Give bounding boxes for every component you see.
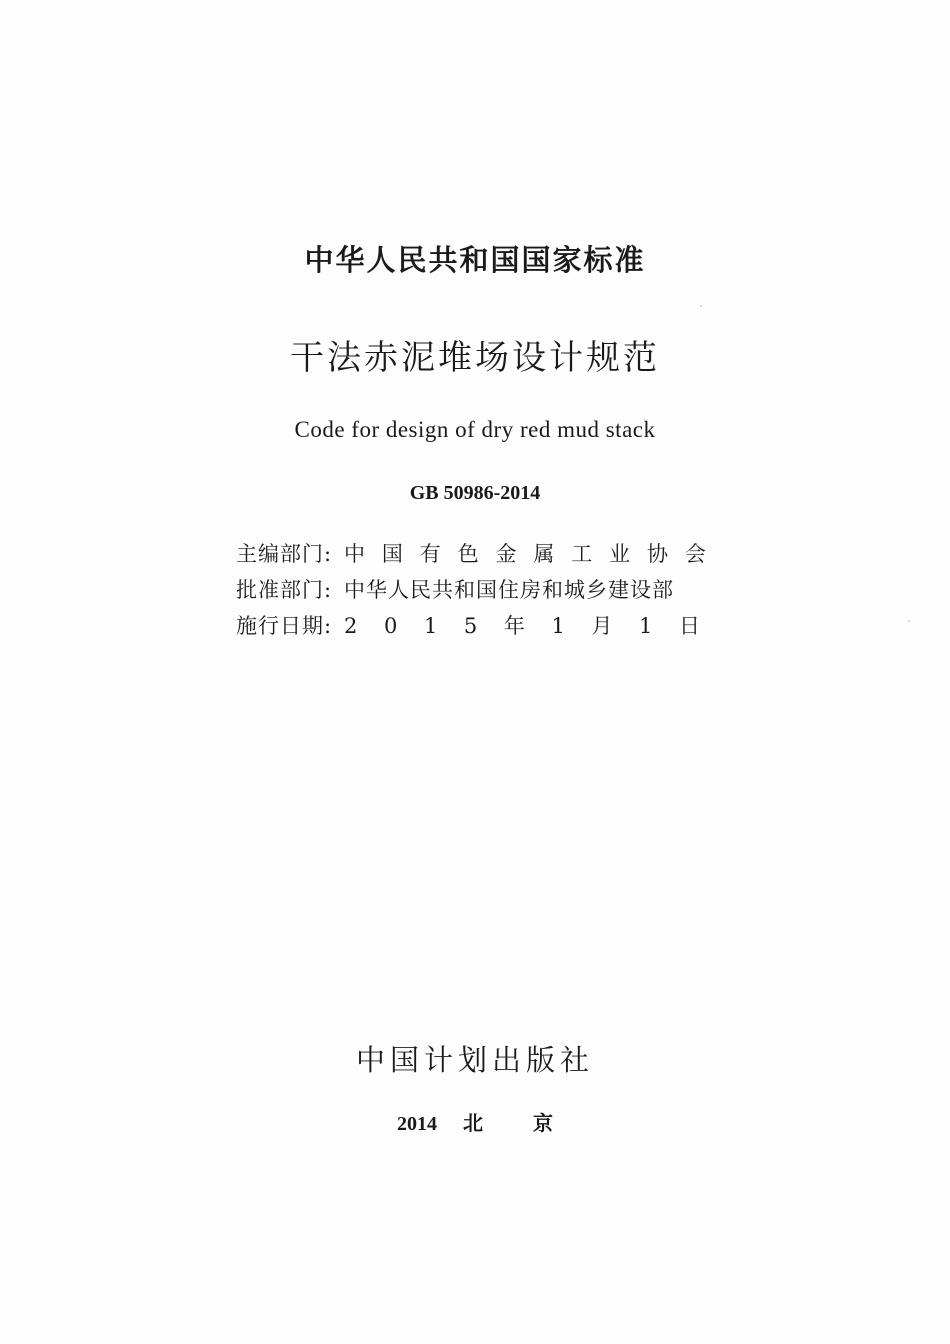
effective-date-value	[344, 608, 706, 644]
document-title-english: Code for design of dry red mud stack	[294, 417, 656, 442]
effective-date-row	[236, 608, 706, 644]
scan-speck	[700, 305, 702, 307]
editor-char: 业	[609, 542, 631, 566]
editor-value	[344, 536, 706, 572]
imprint-city-2: 京	[533, 1113, 553, 1135]
date-char: 日	[679, 614, 700, 638]
effective-date-label: 施行日期:	[236, 614, 333, 638]
editor-label: 主编部门:	[236, 542, 333, 566]
date-char: 1	[423, 614, 438, 638]
document-title-chinese: 干法赤泥堆场设计规范	[290, 338, 660, 378]
editor-char: 色	[457, 542, 479, 566]
approver-label: 批准部门:	[236, 578, 333, 602]
editor-char: 中	[344, 542, 365, 566]
date-char: 2	[344, 614, 358, 638]
date-char: 1	[551, 614, 565, 638]
date-char: 0	[383, 614, 398, 638]
editor-char: 国	[381, 542, 403, 566]
editor-char: 会	[684, 542, 706, 566]
editor-row	[236, 536, 706, 572]
imprint	[0, 1108, 950, 1140]
date-char: 月	[591, 614, 613, 638]
publication-details	[236, 536, 706, 644]
date-char: 1	[639, 614, 653, 638]
standard-series-title: 中华人民共和国国家标准	[304, 243, 646, 277]
publisher-name: 中国计划出版社	[355, 1043, 594, 1077]
editor-char: 工	[571, 542, 593, 566]
editor-char: 协	[647, 542, 668, 566]
standard-number: GB 50986-2014	[409, 482, 541, 504]
editor-char: 有	[419, 542, 441, 566]
editor-char: 属	[533, 542, 555, 566]
imprint-year: 2014	[397, 1113, 437, 1135]
date-char: 5	[463, 614, 478, 638]
approver-row	[236, 572, 706, 608]
date-char: 年	[503, 614, 525, 638]
approver-value: 中华人民共和国住房和城乡建设部	[344, 578, 674, 602]
imprint-city-1: 北	[463, 1113, 483, 1135]
scan-speck	[908, 620, 910, 622]
editor-char: 金	[495, 542, 517, 566]
